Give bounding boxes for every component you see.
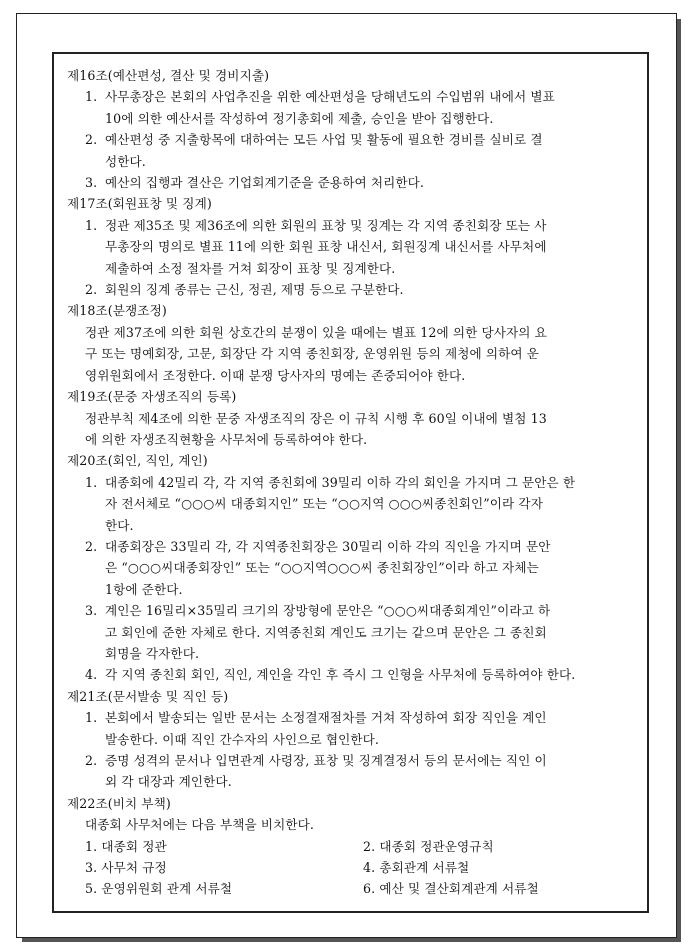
ledger-item: 6. 예산 및 결산회계관계 서류철 <box>363 881 539 897</box>
list-item <box>67 86 641 129</box>
article-title: 제20조(회인, 직인, 계인) <box>67 453 208 469</box>
item-number: 2. <box>85 282 98 298</box>
ledger-row <box>85 836 641 857</box>
item-number: 3. <box>85 603 98 619</box>
item-text <box>105 536 641 600</box>
item-text <box>105 600 641 664</box>
item-text-line: 회원의 징계 종류는 근신, 정권, 제명 등으로 구분한다. <box>105 282 404 298</box>
item-text <box>105 215 641 279</box>
item-text-line: 정관 제35조 및 제36조에 의한 회원의 표창 및 징계는 각 지역 종친회장 또는 사 <box>105 217 547 233</box>
article-title: 제22조(비치 부책) <box>67 795 171 811</box>
article-title: 제19조(문중 자생조직의 등록) <box>67 389 237 405</box>
item-text-line: 대종회에 42밀리 각, 각 지역 종친회에 39밀리 이하 각의 회인을 가지며 그 문안은 한 <box>105 474 576 490</box>
item-text-line: 각 지역 종친회 회인, 직인, 계인을 각인 후 즉시 그 인형을 사무처에 등록하여야 한다. <box>105 667 576 683</box>
ledger-item: 5. 운영위원회 관계 서류철 <box>85 881 233 897</box>
item-text <box>105 750 641 793</box>
item-number: 2. <box>85 132 98 148</box>
item-number: 1. <box>85 89 98 105</box>
list-item <box>67 129 641 172</box>
frame-shadow-right <box>677 19 681 942</box>
list-item <box>67 664 641 685</box>
ledger-item: 4. 총회관계 서류철 <box>363 860 470 876</box>
item-number: 2. <box>85 753 98 768</box>
paragraph-line: 구 또는 명예회장, 고문, 회장단 각 지역 종친회장, 운영위원 등의 제청에 의하여 운 <box>85 346 540 362</box>
item-text <box>105 279 641 300</box>
item-text <box>105 172 641 193</box>
paragraph-line: 대종회 사무처에는 다음 부책을 비치한다. <box>85 817 315 833</box>
item-number: 3. <box>85 175 98 191</box>
item-text-line: 사무총장은 본회의 사업추진을 위한 예산편성을 당해년도의 수입범위 내에서 별표 <box>105 89 555 105</box>
item-text-line: 예산편성 중 지출항목에 대하여는 모든 사업 및 활동에 필요한 경비를 실비로 결 <box>105 132 543 148</box>
item-text-line: 한다. <box>105 517 134 533</box>
ledger-row <box>85 857 641 878</box>
item-number: 1. <box>85 474 98 490</box>
item-text-line: 자 전서체로 “○○○씨 대종회지인” 또는 “○○지역 ○○○씨종친회인”이라 각자 <box>105 496 543 512</box>
item-text-line: 1항에 준한다. <box>105 581 183 597</box>
document-body <box>67 65 641 900</box>
paragraph-line: 에 의한 자생조직현황을 사무처에 등록하여야 한다. <box>85 431 368 447</box>
ledger-item: 1. 대종회 정관 <box>85 838 167 854</box>
item-text <box>105 129 641 172</box>
item-text-line: 제출하여 소정 절차를 거쳐 회장이 표창 및 징계한다. <box>105 260 396 276</box>
list-item <box>67 472 641 536</box>
list-item <box>67 600 641 664</box>
ledger-item: 2. 대종회 정관운영규칙 <box>363 838 494 854</box>
item-text-line: 은 “○○○씨대종회장인” 또는 “○○지역○○○씨 종친회장인”이라 하고 자체는 <box>105 560 539 576</box>
item-text-line: 대종회장은 33밀리 각, 각 지역종친회장은 30밀리 이하 각의 직인을 가지며 문안 <box>105 538 551 554</box>
item-text-line: 무총장의 명의로 별표 11에 의한 회원 표창 내신서, 회원징계 내신서를 사무처에 <box>105 239 547 255</box>
article-title: 제18조(분쟁조정) <box>67 303 167 319</box>
paragraph-line: 정관 제37조에 의한 회원 상호간의 분쟁이 있을 때에는 별표 12에 의한 당사자의 요 <box>85 324 547 340</box>
list-item <box>67 536 641 600</box>
article-title: 제21조(문서발송 및 직인 등) <box>67 688 229 704</box>
item-number: 2. <box>85 538 98 554</box>
list-item <box>67 750 641 793</box>
ledger-item: 3. 사무처 규정 <box>85 860 167 876</box>
article-title: 제16조(예산편성, 결산 및 경비지출) <box>67 68 270 83</box>
list-item <box>67 707 641 750</box>
item-text-line: 본회에서 발송되는 일반 문서는 소정결재절차를 거쳐 작성하여 회장 직인을 계인 <box>105 710 547 726</box>
item-text-line: 성한다. <box>105 153 146 169</box>
item-text-line: 10에 의한 예산서를 작성하여 정기총회에 제출, 승인을 받아 집행한다. <box>105 110 494 126</box>
article-title: 제17조(회원표창 및 징계) <box>67 196 212 212</box>
item-text-line: 회명을 각자한다. <box>105 645 200 661</box>
item-text <box>105 664 641 685</box>
paragraph-line: 정관부칙 제4조에 의한 문중 자생조직의 장은 이 규칙 시행 후 60일 이내에 별첨 13 <box>85 410 547 426</box>
item-text-line: 발송한다. 이때 직인 간수자의 사인으로 협인한다. <box>105 731 380 747</box>
item-text-line: 외 각 대장과 계인한다. <box>105 774 232 790</box>
ledger-row <box>85 878 641 899</box>
item-text <box>105 707 641 750</box>
item-text <box>105 86 641 129</box>
list-item <box>67 172 641 193</box>
item-number: 1. <box>85 710 98 726</box>
item-text-line: 증명 성격의 문서나 입면관계 사령장, 표창 및 징계결정서 등의 문서에는 직인 이 <box>105 753 547 768</box>
list-item <box>67 215 641 279</box>
frame-shadow-bottom <box>22 938 681 942</box>
item-text-line: 계인은 16밀리×35밀리 크기의 장방형에 문안은 “○○○씨대종회계인”이라고 하 <box>105 603 551 619</box>
paragraph-line: 영위원회에서 조정한다. 이때 분쟁 당사자의 명예는 존중되어야 한다. <box>85 367 466 383</box>
item-text-line: 예산의 집행과 결산은 기업회계기준을 준용하여 처리한다. <box>105 175 424 191</box>
item-number: 1. <box>85 217 98 233</box>
item-number: 4. <box>85 667 98 683</box>
list-item <box>67 279 641 300</box>
item-text-line: 고 회인에 준한 자체로 한다. 지역종친회 계인도 크기는 같으며 문안은 그 종친회 <box>105 624 547 640</box>
item-text <box>105 472 641 536</box>
